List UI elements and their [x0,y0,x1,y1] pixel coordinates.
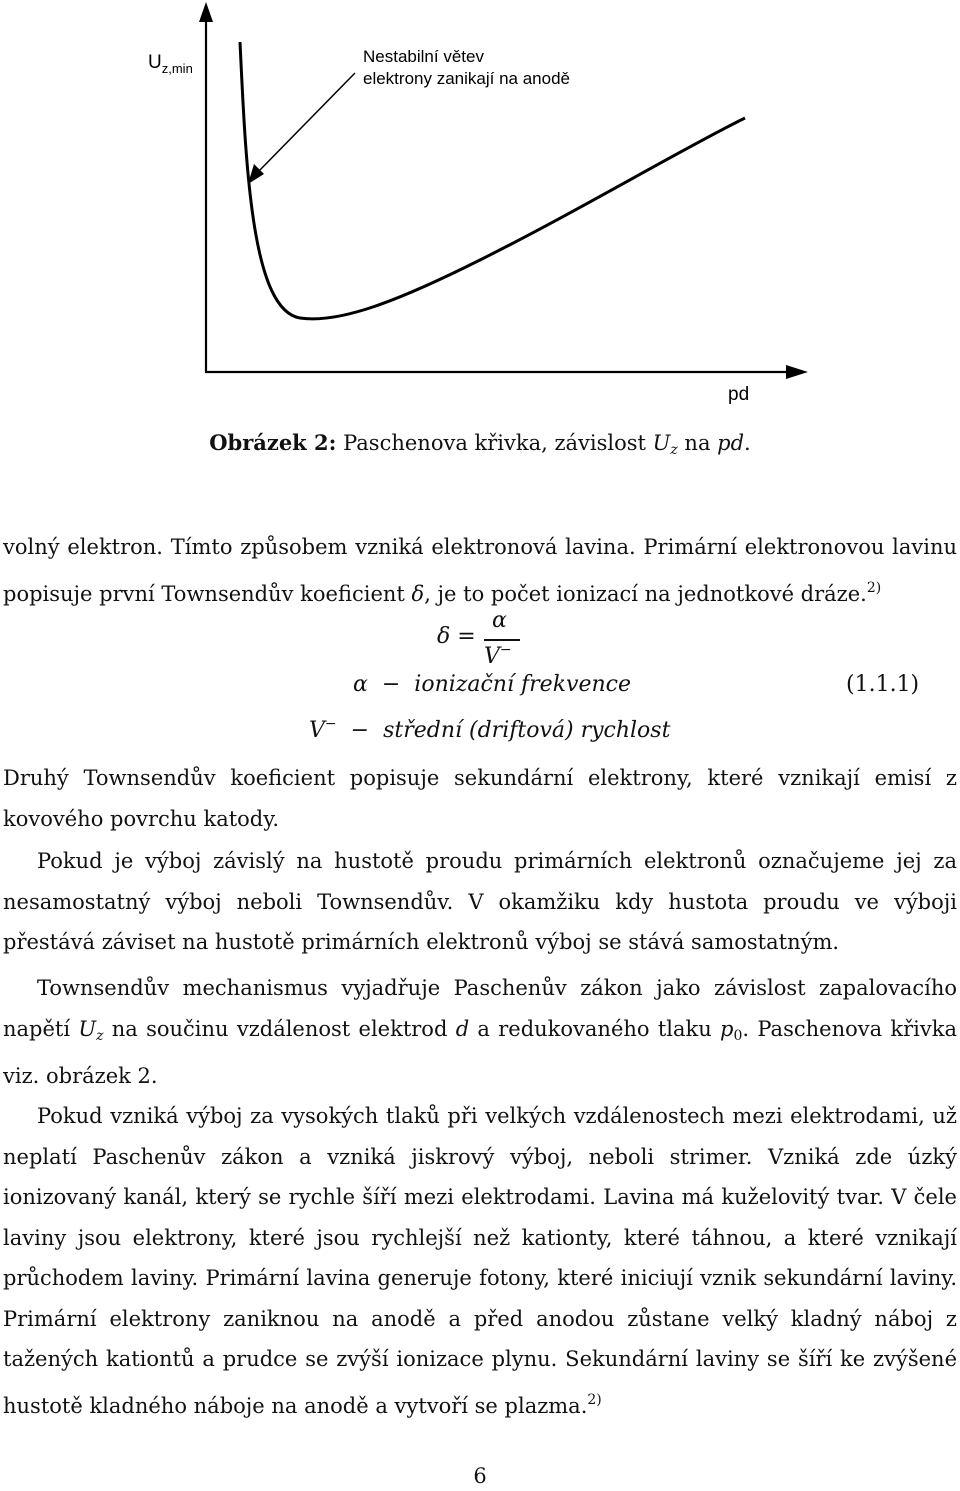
caption-label: Obrázek 2: [209,430,337,455]
paragraph-3: Pokud je výboj závislý na hustotě proudu primárních elektronů označujeme jej za nesamostatný výboj neboli Townsendův. V okamžiku kdy hustota proudu ve výboji přestává záviset na hustotě primárních elektronů výboj se stává samostatným. [3,849,957,954]
fraction-bar [484,639,520,641]
figure-caption: Obrázek 2: Paschenova křivka, závislost $U_z$ na pd. [209,430,751,458]
page-number: 6 [473,1464,487,1488]
paragraph-2: Druhý Townsendův koeficient popisuje sekundární elektrony, které vznikají emisí z kovového povrchu katody. [3,766,957,831]
annotation-arrow-line [258,73,355,172]
equation-lhs: δ = [437,624,476,649]
annotation-line2: elektrony zanikají na anodě [363,69,570,88]
equation-number: (1.1.1) [846,672,920,697]
y-axis-label: $U_{z,min}$ [148,52,193,76]
y-axis-arrowhead [199,2,213,22]
annotation-arrowhead [248,164,264,184]
x-axis-arrowhead [786,365,808,379]
equation-line-3: V− − střední (driftová) rychlost [309,716,671,743]
equation-line-2: α − ionizační frekvence [353,672,631,697]
paragraph-1: volný elektron. Tímto způsobem vzniká elektronová lavina. Primární elektronovou lavinu popisuje první Townsendův koeficient δ, je to počet ionizací na jednotkové dráze.$^{2)}$ [3,535,957,606]
x-axis-label: pd [728,384,750,405]
paragraph-4: Townsendův mechanismus vyjadřuje Paschenův zákon jako závislost zapalovacího napětí $U_z$ na součinu vzdálenost elektrod d a redukovaného tlaku $p_0$. Paschenova křivka viz. obrázek 2. [3,976,957,1088]
equation-denominator: V− [484,642,512,669]
paragraph-5: Pokud vzniká výboj za vysokých tlaků při velkých vzdálenostech mezi elektrodami, už neplatí Paschenův zákon a vzniká jiskrový výboj, neboli strimer. Vzniká zde úzký ionizovaný kanál, který se rychle šíří mezi elektrodami. Lavina má kuželovitý tvar. V čele laviny jsou elektrony, které jsou rychlejší než kationty, které táhnou, a které vznikají průchodem laviny. Primární lavina generuje fotony, které iniciují vznik sekundární laviny. Primární elektrony zaniknou na anodě a před anodou zůstane velký kladný náboj z tažených kationtů a prudce se zvýší ionizace plynu. Sekundární laviny se šíří ke zvýšené hustotě kladného náboje na anodě a vytvoří se plazma.$^{2)}$ [3,1104,957,1418]
paschen-curve-figure [0,0,960,420]
equation-numerator: α [492,608,507,633]
annotation-line1: Nestabilní větev [363,47,484,66]
